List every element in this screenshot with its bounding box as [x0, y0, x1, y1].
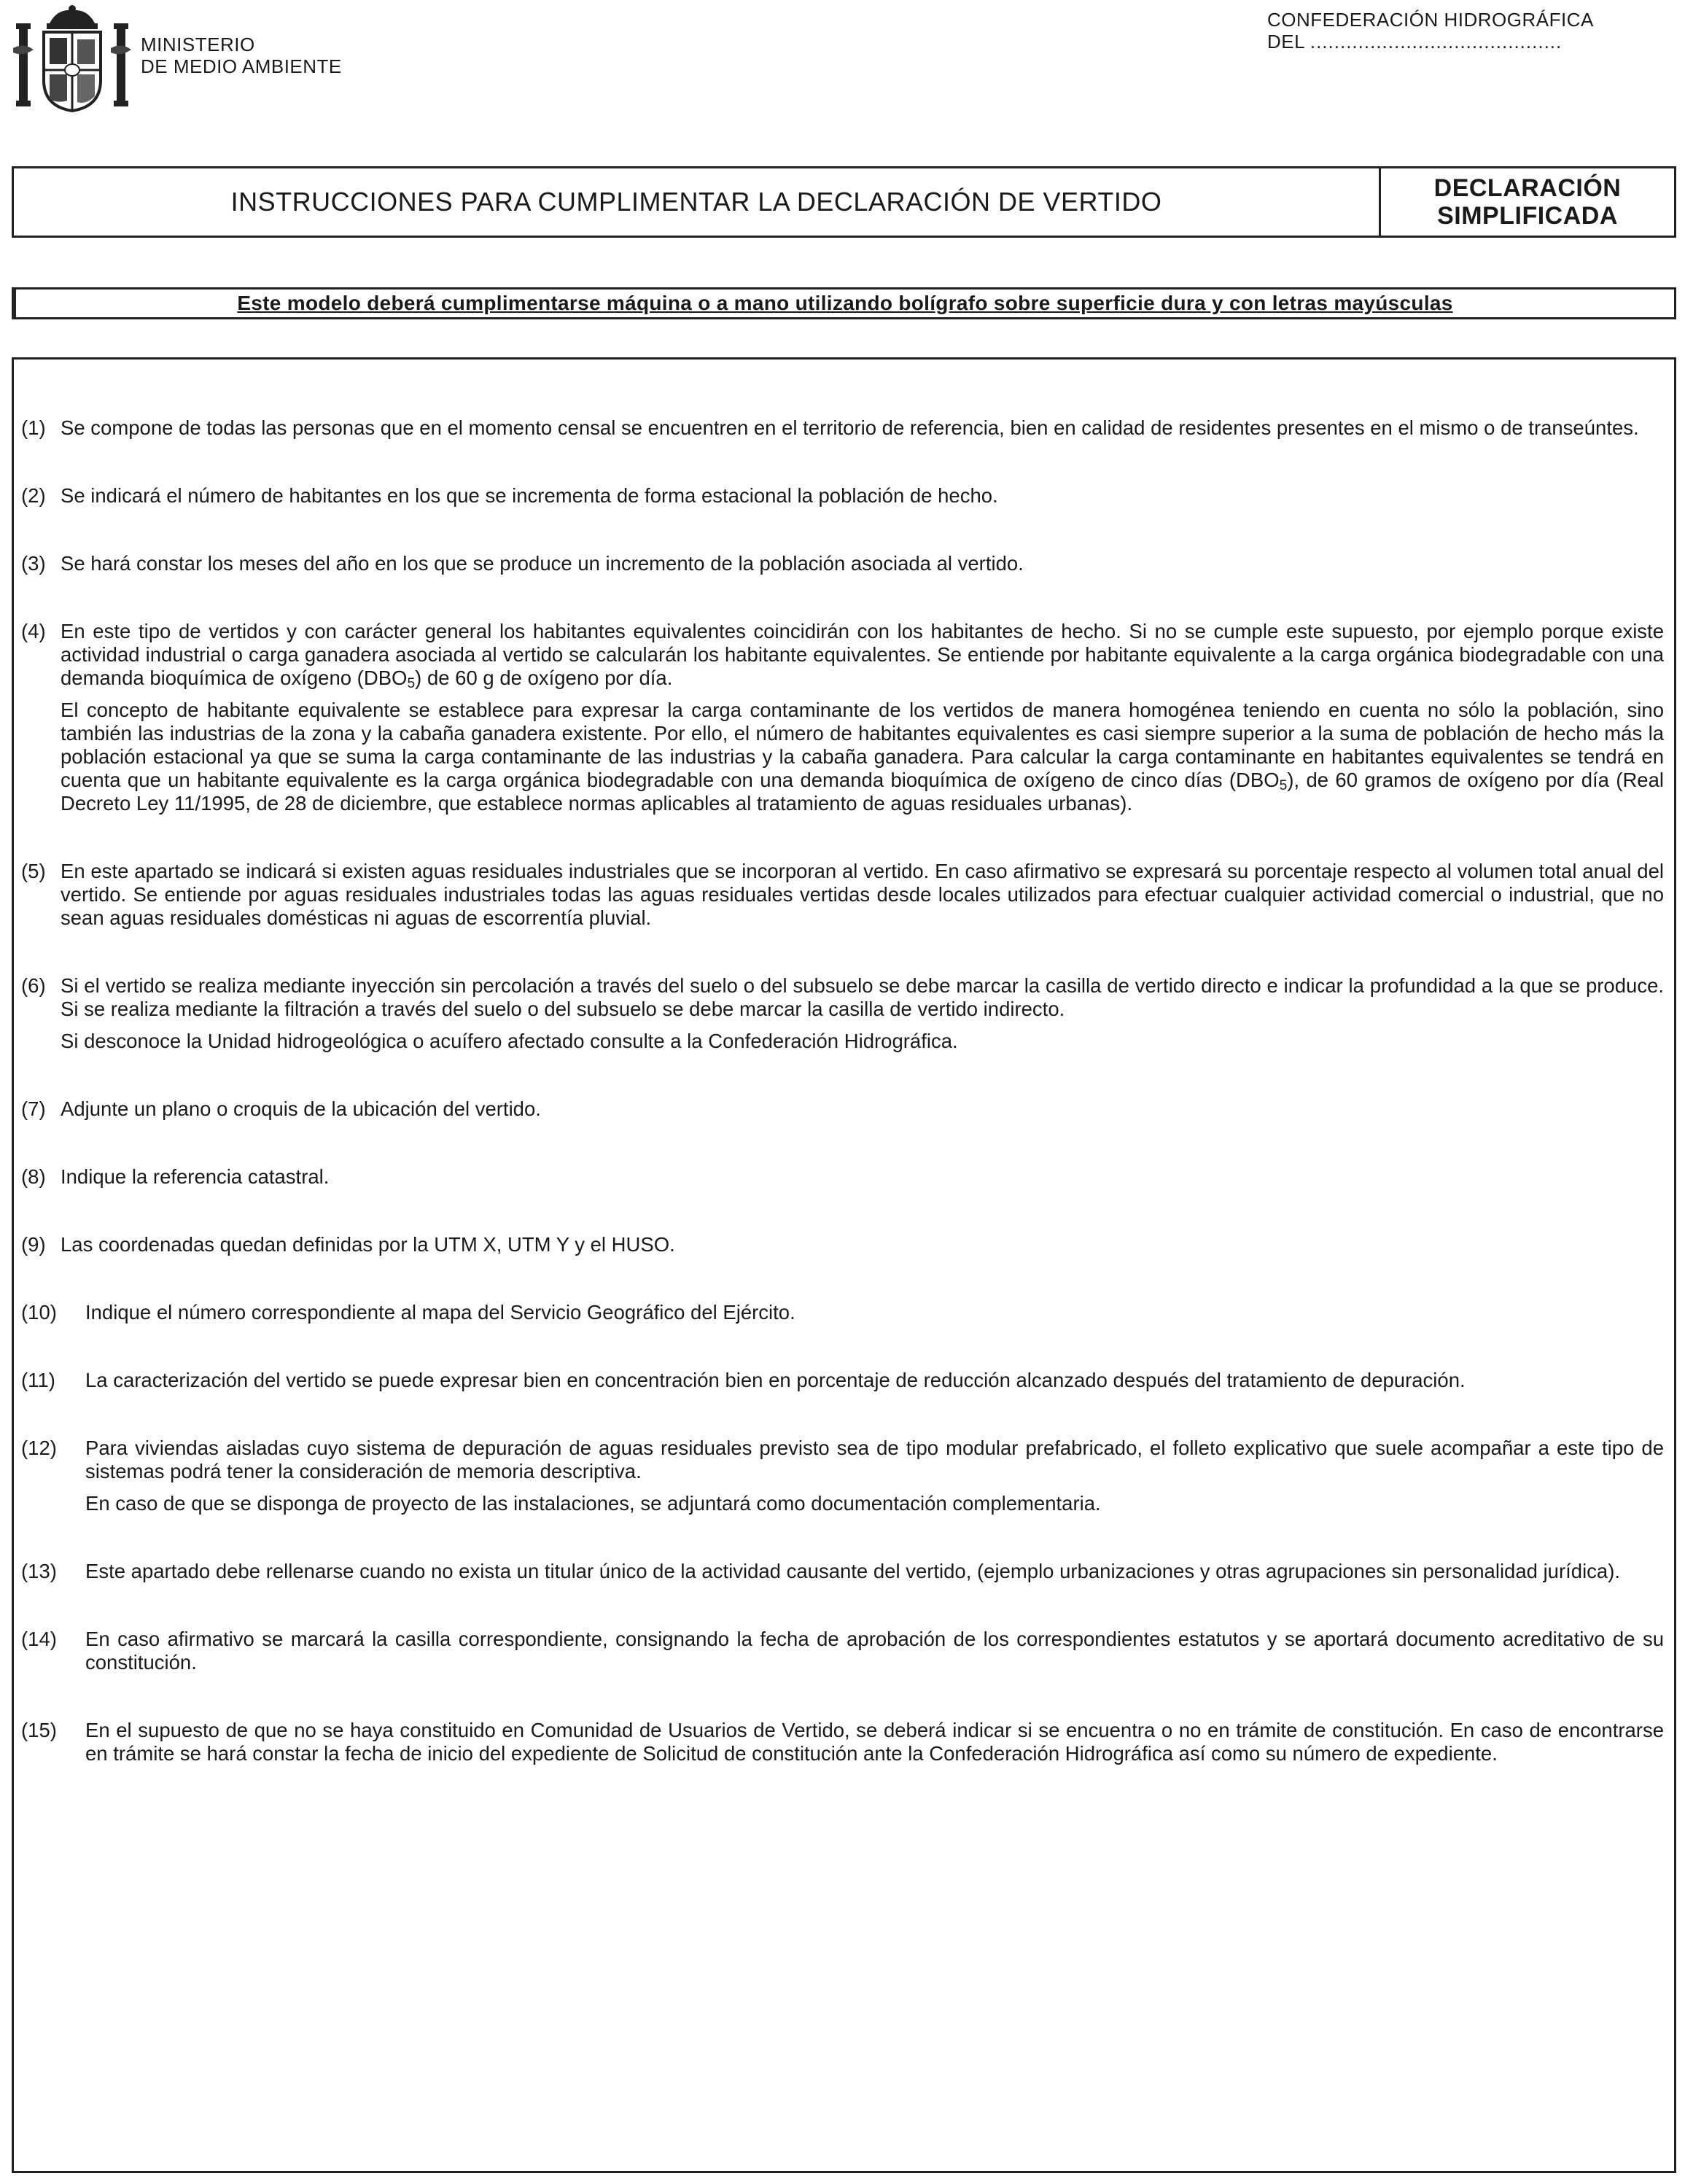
instruction-number: (15) — [21, 1719, 57, 1741]
ministry-line-2: DE MEDIO AMBIENTE — [141, 55, 342, 77]
instruction-text-continued: En caso de que se disponga de proyecto de las instalaciones, se adjuntará como documentación complementaria. — [85, 1492, 1101, 1515]
confederation-label: CONFEDERACIÓN HIDROGRÁFICA — [1267, 9, 1594, 31]
instruction-number: (13) — [21, 1560, 57, 1582]
instruction-text: Las coordenadas quedan definidas por la UTM X, UTM Y y el HUSO. — [61, 1233, 675, 1256]
instruction-text: En este apartado se indicará si existen aguas residuales industriales que se incorporan al vertido. En caso afirmativo se expresará su porcentaje respecto al volumen total anual del vertido. Se entiende por aguas residuales industriales todas las aguas residuales vertidas desde locales utilizados para efectuar cualquier actividad comercial o industrial, que no sean aguas residuales domésticas ni aguas de escorrentía pluvial. — [61, 860, 1664, 929]
instruction-number: (5) — [21, 860, 46, 882]
instruction-number: (9) — [21, 1233, 46, 1256]
page-header — [0, 0, 1685, 109]
ministry-line-1: MINISTERIO — [141, 34, 255, 55]
instruction-item-3 — [21, 552, 1664, 575]
instruction-text: Si el vertido se realiza mediante inyección sin percolación a través del suelo o del subsuelo se debe marcar la casilla de vertido directo e indicar la profundidad a la que se produce. Si se realiza mediante la filtración a través del suelo o del subsuelo se debe marcar la casilla de vertido indirecto. — [61, 974, 1664, 1020]
instruction-number: (12) — [21, 1437, 57, 1459]
instruction-text: Este apartado debe rellenarse cuando no exista un titular único de la actividad causante del vertido, (ejemplo urbanizaciones y otras agrupaciones sin personalidad jurídica). — [85, 1560, 1621, 1582]
notice-box — [12, 287, 1676, 319]
confederation-blank-line[interactable]: .......................................... — [1310, 31, 1563, 53]
instruction-item-1 — [21, 416, 1664, 440]
instruction-text: En el supuesto de que no se haya constituido en Comunidad de Usuarios de Vertido, se deberá indicar si se encuentra o no en trámite de constitución. En caso de encontrarse en trámite se hará constar la fecha de inicio del expediente de Solicitud de constitución ante la Confederación Hidrográfica así como su número de expediente. — [85, 1719, 1664, 1765]
instruction-item-7 — [21, 1097, 1664, 1121]
instruction-item-11 — [21, 1369, 1664, 1392]
page-title: INSTRUCCIONES PARA CUMPLIMENTAR LA DECLARACIÓN DE VERTIDO — [14, 168, 1381, 236]
instruction-text: Indique el número correspondiente al mapa del Servicio Geográfico del Ejército. — [85, 1301, 795, 1324]
title-box — [12, 166, 1676, 238]
instruction-number: (8) — [21, 1165, 46, 1188]
declaration-type-line-1: DECLARACIÓN — [1433, 174, 1622, 202]
instruction-number: (14) — [21, 1628, 57, 1650]
instruction-item-14 — [21, 1628, 1664, 1674]
confederation-field — [1267, 9, 1594, 53]
ministry-name — [141, 34, 342, 77]
instruction-text: Se hará constar los meses del año en los que se produce un incremento de la población asociada al vertido. — [61, 552, 1024, 575]
instruction-number: (6) — [21, 974, 46, 997]
instruction-number: (1) — [21, 416, 46, 439]
instruction-item-12 — [21, 1437, 1664, 1515]
instruction-number: (7) — [21, 1097, 46, 1120]
notice-text: Este modelo deberá cumplimentarse máquina o a mano utilizando bolígrafo sobre superficie dura y con letras mayúsculas — [237, 292, 1453, 314]
instruction-item-9 — [21, 1233, 1664, 1256]
instruction-number: (10) — [21, 1301, 57, 1324]
instruction-number: (4) — [21, 620, 46, 642]
instruction-item-6 — [21, 974, 1664, 1053]
instruction-text: La caracterización del vertido se puede expresar bien en concentración bien en porcentaje de reducción alcanzado después del tratamiento de depuración. — [85, 1369, 1466, 1391]
instruction-item-5 — [21, 860, 1664, 930]
spanish-coat-of-arms-icon — [13, 4, 131, 114]
instruction-number: (2) — [21, 484, 46, 507]
instruction-item-2 — [21, 484, 1664, 508]
instruction-text: Para viviendas aisladas cuyo sistema de depuración de aguas residuales previsto sea de tipo modular prefabricado, el folleto explicativo que suele acompañar a este tipo de sistemas podrá tener la consideración de memoria descriptiva. — [85, 1437, 1664, 1482]
instruction-number: (11) — [21, 1369, 55, 1391]
instruction-item-4 — [21, 620, 1664, 815]
instruction-item-15 — [21, 1719, 1664, 1765]
instruction-text: Se indicará el número de habitantes en los que se incrementa de forma estacional la población de hecho. — [61, 484, 998, 507]
instructions-list — [12, 357, 1676, 2173]
instruction-text: Adjunte un plano o croquis de la ubicación del vertido. — [61, 1097, 541, 1120]
declaration-type-line-2: SIMPLIFICADA — [1437, 202, 1618, 230]
instruction-text-continued: El concepto de habitante equivalente se establece para expresar la carga contaminante de los vertidos de manera homogénea teniendo en cuenta no sólo la población, sino también las industrias de la zona y la cabaña ganadera existente. Por ello, el número de habitantes equivalentes es casi siempre superior a la suma de población de hecho más la población estacional ya que se suma la carga contaminante de las industrias y la cabaña ganadera. Para calcular la carga contaminante en habitantes equivalentes se tendrá en cuenta que un habitante equivalente es la carga orgánica biodegradable con una demanda bioquímica de oxígeno de cinco días $(DBO_5)$, de 60 gramos de oxígeno por día (Real Decreto Ley 11/1995, de 28 de diciembre, que establece normas aplicables al tratamiento de aguas residuales urbanas). — [61, 699, 1664, 815]
instruction-item-10 — [21, 1301, 1664, 1324]
confederation-prefix: DEL — [1267, 31, 1305, 53]
instruction-item-13 — [21, 1560, 1664, 1583]
instruction-text: En caso afirmativo se marcará la casilla correspondiente, consignando la fecha de aprobación de los correspondientes estatutos y se aportará documento acreditativo de su constitución. — [85, 1628, 1664, 1674]
instruction-text: Se compone de todas las personas que en el momento censal se encuentren en el territorio de referencia, bien en calidad de residentes presentes en el mismo o de transeúntes. — [61, 416, 1639, 439]
instruction-item-8 — [21, 1165, 1664, 1189]
declaration-type — [1381, 168, 1674, 236]
instruction-text: En este tipo de vertidos y con carácter general los habitantes equivalentes coincidirán con los habitantes de hecho. Si no se cumple este supuesto, por ejemplo porque existe actividad industrial o carga ganadera asociada al vertido se calcularán los habitante equivalentes. Se entiende por habitante equivalente a la carga orgánica biodegradable con una demanda bioquímica de oxígeno $(DBO_5)$ de 60 g de oxígeno por día. — [61, 620, 1664, 691]
instruction-text-continued: Si desconoce la Unidad hidrogeológica o acuífero afectado consulte a la Confederación Hidrográfica. — [61, 1030, 958, 1052]
instruction-text: Indique la referencia catastral. — [61, 1165, 330, 1188]
instruction-number: (3) — [21, 552, 46, 575]
